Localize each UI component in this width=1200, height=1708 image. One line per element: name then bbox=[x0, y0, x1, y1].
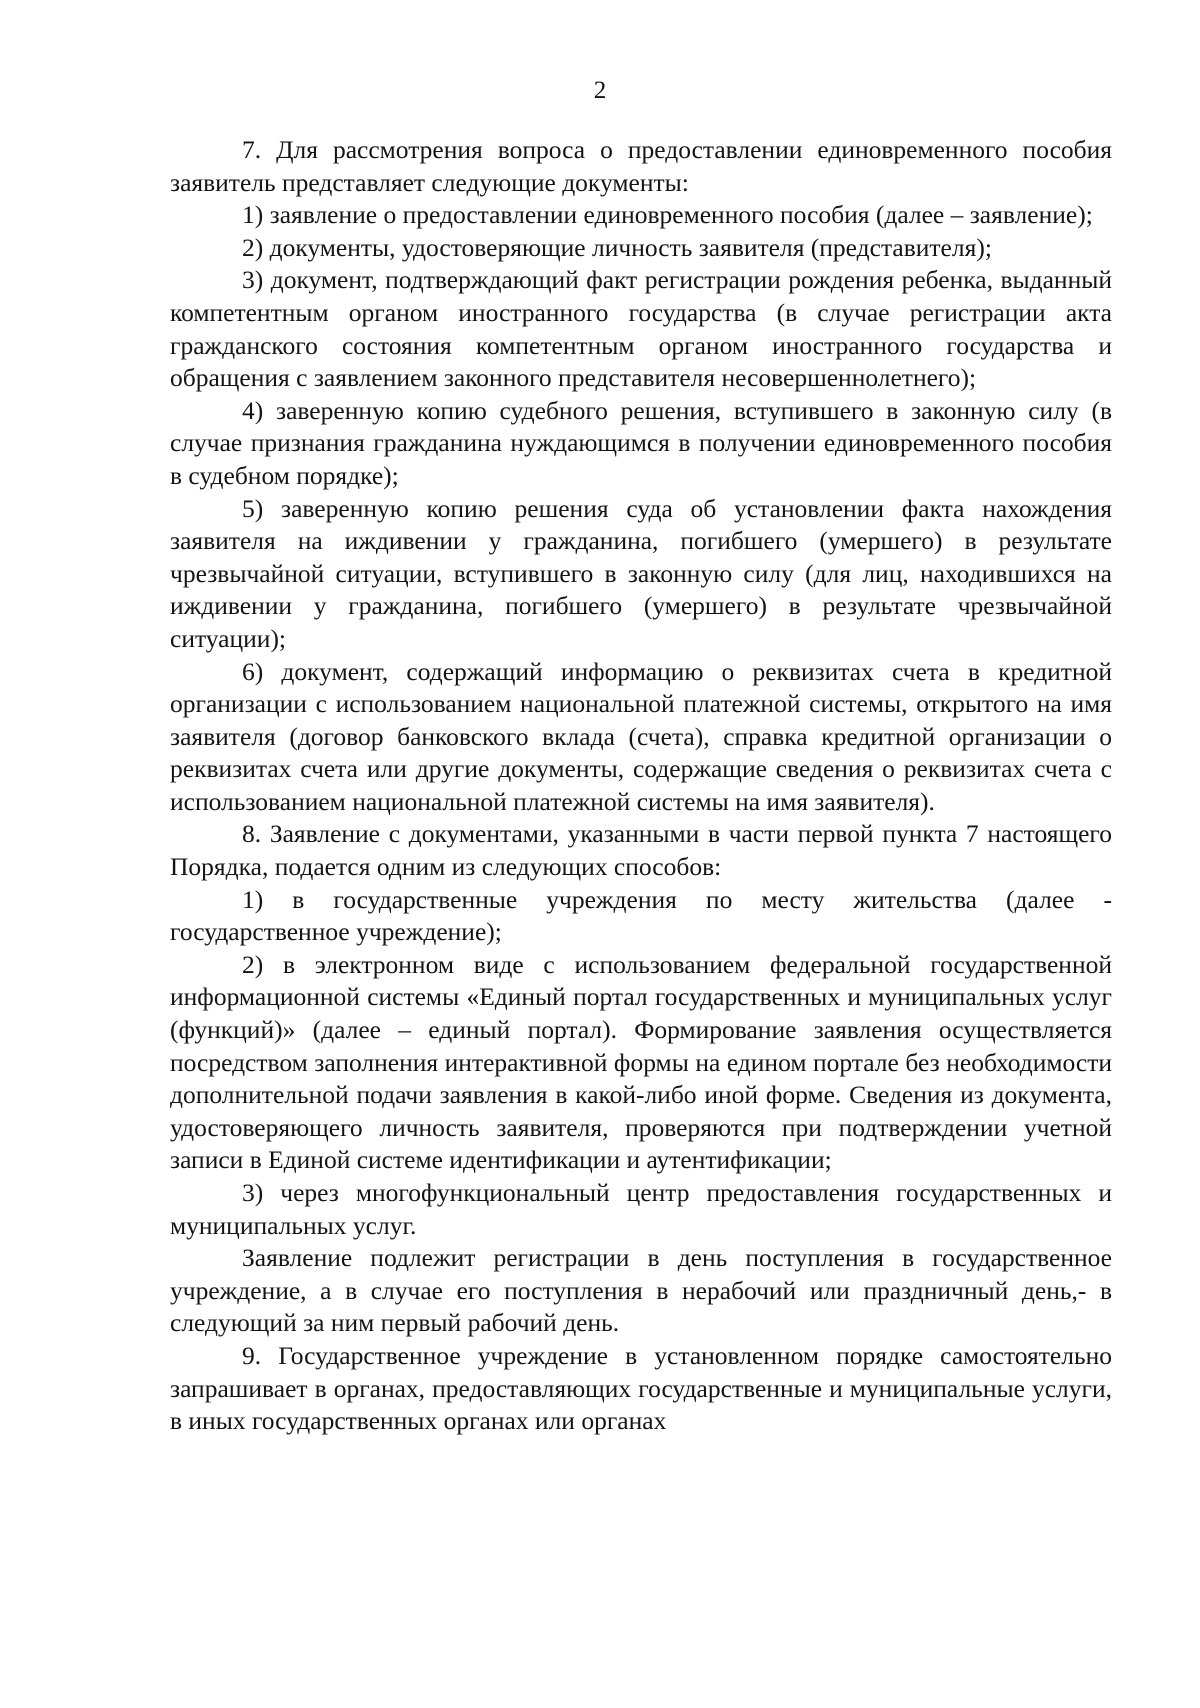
paragraph-subitem-7-5: 5) заверенную копию решения суда об установлении факта нахождения заявителя на иждивении у гражданина, погибшего (умершего) в результате чрезвычайной ситуации, вступившего в законную силу (для лиц, находившихся на иждивении у гражданина, погибшего (умершего) в результате чрезвычайной ситуации); bbox=[170, 493, 1112, 653]
paragraph-item-8: 8. Заявление с документами, указанными в части первой пункта 7 настоящего Порядка, подается одним из следующих способов: bbox=[170, 819, 1112, 882]
paragraph-subitem-7-2: 2) документы, удостоверяющие личность заявителя (представителя); bbox=[242, 232, 992, 262]
paragraph-subitem-7-1: 1) заявление о предоставлении единовременного пособия (далее – заявление); bbox=[242, 200, 1093, 230]
page-number: 2 bbox=[593, 77, 607, 104]
paragraph-item-7: 7. Для рассмотрения вопроса о предоставлении единовременного пособия заявитель представляет следующие документы: bbox=[170, 135, 1112, 197]
document-body bbox=[170, 134, 1112, 1438]
paragraph-subitem-7-4: 4) заверенную копию судебного решения, вступившего в законную силу (в случае признания гражданина нуждающимся в получении единовременного пособия в судебном порядке); bbox=[170, 395, 1112, 490]
paragraph-subitem-8-1: 1) в государственные учреждения по месту жительства (далее - государственное учреждение); bbox=[170, 884, 1112, 947]
paragraph-subitem-7-6: 6) документ, содержащий информацию о реквизитах счета в кредитной организации с использованием национальной платежной системы, открытого на имя заявителя (договор банковского вклада (счета), справка кредитной организации о реквизитах счета или другие документы, содержащие сведения о реквизитах счета с использованием национальной платежной системы на имя заявителя). bbox=[170, 656, 1112, 816]
paragraph-subitem-7-3: 3) документ, подтверждающий факт регистрации рождения ребенка, выданный компетентным органом иностранного государства (в случае регистрации акта гражданского состояния компетентным органом иностранного государства и обращения с заявлением законного представителя несовершеннолетнего); bbox=[170, 265, 1112, 393]
paragraph-item-9: 9. Государственное учреждение в установленном порядке самостоятельно запрашивает в органах, предоставляющих государственные и муниципальные услуги, в иных государственных органах или органах bbox=[170, 1340, 1112, 1436]
paragraph-registration: Заявление подлежит регистрации в день поступления в государственное учреждение, а в случае его поступления в нерабочий или праздничный день,- в следующий за ним первый рабочий день. bbox=[170, 1243, 1112, 1338]
paragraph-subitem-8-3: 3) через многофункциональный центр предоставления государственных и муниципальных услуг. bbox=[170, 1178, 1112, 1240]
paragraph-subitem-8-2: 2) в электронном виде с использованием федеральной государственной информационной системы «Единый портал государственных и муниципальных услуг (функций)» (далее – единый портал). Формирование заявления осуществляется посредством заполнения интерактивной формы на едином портале без необходимости дополнительной подачи заявления в какой-либо иной форме. Сведения из документа, удостоверяющего личность заявителя, проверяются при подтверждении учетной записи в Единой системе идентификации и аутентификации; bbox=[170, 949, 1112, 1175]
